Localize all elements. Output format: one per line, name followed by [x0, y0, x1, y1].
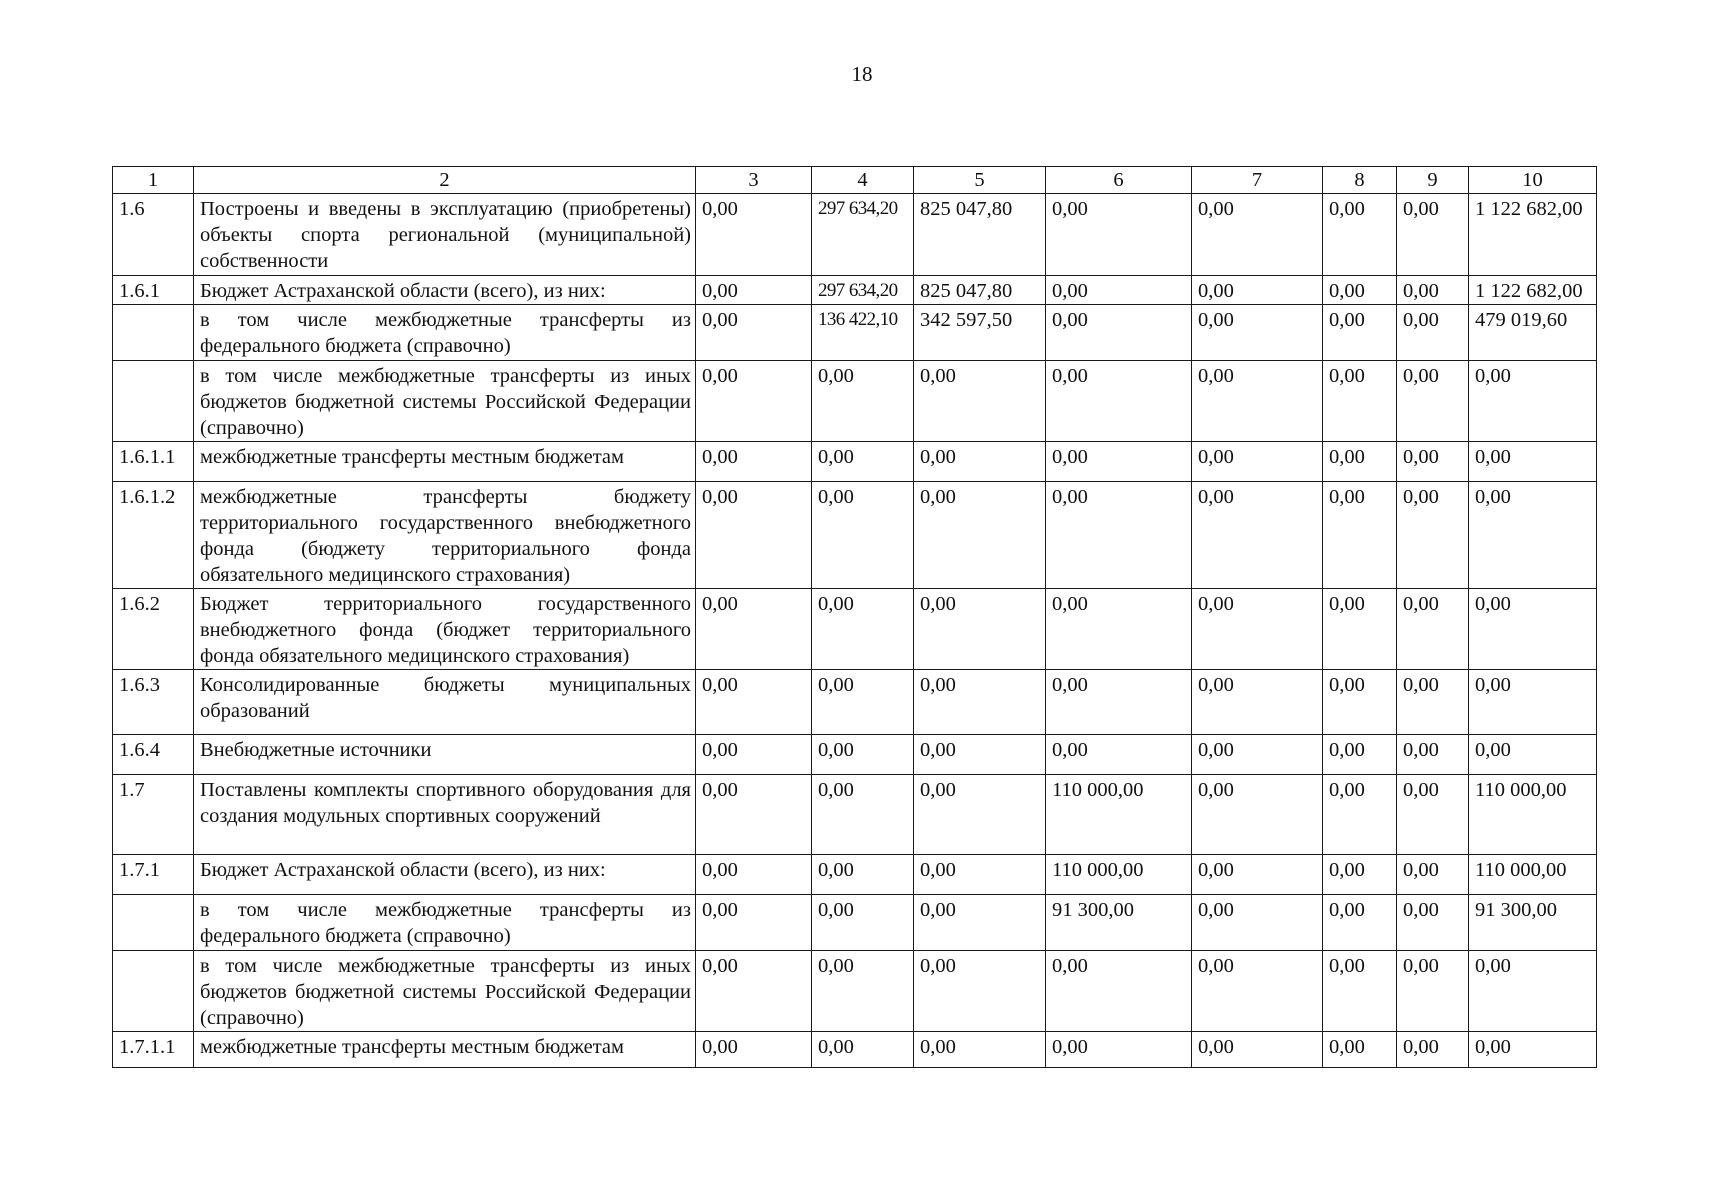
value-cell-col-5: 0,00 [914, 855, 1046, 895]
value-cell-col-4: 0,00 [812, 855, 914, 895]
value-cell-col-7: 0,00 [1192, 442, 1323, 482]
value-cell-col-8: 0,00 [1323, 1032, 1397, 1068]
value-cell-col-6: 0,00 [1046, 735, 1192, 775]
value-cell-col-9: 0,00 [1397, 305, 1469, 361]
value-cell-col-10: 0,00 [1469, 735, 1597, 775]
value-cell-col-7: 0,00 [1192, 735, 1323, 775]
value-cell-col-10: 1 122 682,00 [1469, 194, 1597, 276]
value-cell-col-5: 825 047,80 [914, 276, 1046, 305]
value-cell-col-3: 0,00 [696, 855, 812, 895]
table-header-row [113, 167, 1597, 194]
value-cell-col-7: 0,00 [1192, 361, 1323, 442]
value-cell-col-9: 0,00 [1397, 361, 1469, 442]
value-cell-col-9: 0,00 [1397, 1032, 1469, 1068]
value-cell-col-6: 0,00 [1046, 951, 1192, 1032]
value-cell-col-6: 0,00 [1046, 276, 1192, 305]
value-cell-col-3: 0,00 [696, 442, 812, 482]
value-cell-col-10: 1 122 682,00 [1469, 276, 1597, 305]
row-code: 1.7 [113, 775, 194, 855]
table-row [113, 442, 1597, 482]
value-cell-col-4: 0,00 [812, 361, 914, 442]
value-cell-col-5: 0,00 [914, 482, 1046, 589]
row-code [113, 361, 194, 442]
row-code: 1.6 [113, 194, 194, 276]
value-cell-col-3: 0,00 [696, 775, 812, 855]
value-cell-col-6: 0,00 [1046, 305, 1192, 361]
value-cell-col-7: 0,00 [1192, 775, 1323, 855]
table-row [113, 951, 1597, 1032]
value-cell-col-4: 136 422,10 [812, 305, 914, 361]
row-code: 1.7.1.1 [113, 1032, 194, 1068]
value-cell-col-5: 0,00 [914, 589, 1046, 670]
value-cell-col-9: 0,00 [1397, 482, 1469, 589]
value-cell-col-4: 297 634,20 [812, 276, 914, 305]
row-description: Консолидированные бюджеты муниципальных образований [194, 670, 696, 735]
value-cell-col-10: 110 000,00 [1469, 855, 1597, 895]
column-header: 4 [812, 167, 914, 194]
table-row [113, 194, 1597, 276]
value-cell-col-10: 479 019,60 [1469, 305, 1597, 361]
value-cell-col-3: 0,00 [696, 361, 812, 442]
value-cell-col-8: 0,00 [1323, 895, 1397, 951]
row-description: в том числе межбюджетные трансферты из федерального бюджета (справочно) [194, 305, 696, 361]
value-cell-col-7: 0,00 [1192, 305, 1323, 361]
value-cell-col-3: 0,00 [696, 305, 812, 361]
row-description: в том числе межбюджетные трансферты из иных бюджетов бюджетной системы Российской Федерации (справочно) [194, 951, 696, 1032]
value-cell-col-7: 0,00 [1192, 855, 1323, 895]
value-cell-col-5: 0,00 [914, 670, 1046, 735]
value-cell-col-3: 0,00 [696, 735, 812, 775]
value-cell-col-10: 0,00 [1469, 589, 1597, 670]
value-cell-col-5: 342 597,50 [914, 305, 1046, 361]
value-cell-col-5: 0,00 [914, 735, 1046, 775]
table-row [113, 1032, 1597, 1068]
column-header: 3 [696, 167, 812, 194]
value-cell-col-3: 0,00 [696, 1032, 812, 1068]
table-row [113, 895, 1597, 951]
value-cell-col-3: 0,00 [696, 194, 812, 276]
value-cell-col-10: 0,00 [1469, 951, 1597, 1032]
table-row [113, 589, 1597, 670]
row-code: 1.6.2 [113, 589, 194, 670]
value-cell-col-7: 0,00 [1192, 670, 1323, 735]
value-cell-col-8: 0,00 [1323, 361, 1397, 442]
table-row [113, 670, 1597, 735]
row-description: Бюджет территориального государственного внебюджетного фонда (бюджет территориального фонда обязательного медицинского страхования) [194, 589, 696, 670]
value-cell-col-8: 0,00 [1323, 855, 1397, 895]
value-cell-col-7: 0,00 [1192, 194, 1323, 276]
value-cell-col-4: 0,00 [812, 1032, 914, 1068]
value-cell-col-4: 0,00 [812, 775, 914, 855]
value-cell-col-10: 0,00 [1469, 361, 1597, 442]
budget-table [112, 166, 1597, 1068]
value-cell-col-7: 0,00 [1192, 951, 1323, 1032]
value-cell-col-10: 110 000,00 [1469, 775, 1597, 855]
value-cell-col-6: 0,00 [1046, 442, 1192, 482]
table-row [113, 305, 1597, 361]
column-header: 7 [1192, 167, 1323, 194]
value-cell-col-9: 0,00 [1397, 895, 1469, 951]
row-code [113, 305, 194, 361]
value-cell-col-6: 0,00 [1046, 194, 1192, 276]
column-header: 1 [113, 167, 194, 194]
table-row [113, 855, 1597, 895]
column-header: 6 [1046, 167, 1192, 194]
row-code: 1.6.3 [113, 670, 194, 735]
value-cell-col-4: 297 634,20 [812, 194, 914, 276]
value-cell-col-7: 0,00 [1192, 276, 1323, 305]
value-cell-col-9: 0,00 [1397, 194, 1469, 276]
value-cell-col-5: 0,00 [914, 361, 1046, 442]
value-cell-col-3: 0,00 [696, 670, 812, 735]
row-description: межбюджетные трансферты бюджету территориального государственного внебюджетного фонда (бюджету территориального фонда обязательного медицинского страхования) [194, 482, 696, 589]
row-code: 1.6.1.2 [113, 482, 194, 589]
value-cell-col-10: 0,00 [1469, 442, 1597, 482]
value-cell-col-10: 0,00 [1469, 482, 1597, 589]
value-cell-col-4: 0,00 [812, 670, 914, 735]
row-code: 1.6.1 [113, 276, 194, 305]
value-cell-col-3: 0,00 [696, 895, 812, 951]
value-cell-col-5: 825 047,80 [914, 194, 1046, 276]
value-cell-col-3: 0,00 [696, 482, 812, 589]
value-cell-col-9: 0,00 [1397, 276, 1469, 305]
table-body [113, 194, 1597, 1068]
table-row [113, 276, 1597, 305]
value-cell-col-8: 0,00 [1323, 194, 1397, 276]
row-code: 1.6.4 [113, 735, 194, 775]
table-row [113, 361, 1597, 442]
value-cell-col-8: 0,00 [1323, 670, 1397, 735]
column-header: 10 [1469, 167, 1597, 194]
row-description: в том числе межбюджетные трансферты из иных бюджетов бюджетной системы Российской Федерации (справочно) [194, 361, 696, 442]
value-cell-col-4: 0,00 [812, 735, 914, 775]
value-cell-col-8: 0,00 [1323, 589, 1397, 670]
value-cell-col-9: 0,00 [1397, 589, 1469, 670]
value-cell-col-7: 0,00 [1192, 482, 1323, 589]
row-code: 1.7.1 [113, 855, 194, 895]
row-description: Поставлены комплекты спортивного оборудования для создания модульных спортивных сооружений [194, 775, 696, 855]
value-cell-col-5: 0,00 [914, 895, 1046, 951]
table-row [113, 482, 1597, 589]
value-cell-col-6: 0,00 [1046, 670, 1192, 735]
row-description: в том числе межбюджетные трансферты из федерального бюджета (справочно) [194, 895, 696, 951]
value-cell-col-7: 0,00 [1192, 589, 1323, 670]
value-cell-col-10: 91 300,00 [1469, 895, 1597, 951]
value-cell-col-10: 0,00 [1469, 1032, 1597, 1068]
value-cell-col-3: 0,00 [696, 589, 812, 670]
row-code [113, 951, 194, 1032]
value-cell-col-9: 0,00 [1397, 855, 1469, 895]
value-cell-col-8: 0,00 [1323, 305, 1397, 361]
value-cell-col-4: 0,00 [812, 482, 914, 589]
value-cell-col-9: 0,00 [1397, 670, 1469, 735]
table-row [113, 735, 1597, 775]
value-cell-col-6: 110 000,00 [1046, 855, 1192, 895]
value-cell-col-3: 0,00 [696, 276, 812, 305]
value-cell-col-4: 0,00 [812, 442, 914, 482]
row-description: межбюджетные трансферты местным бюджетам [194, 442, 696, 482]
value-cell-col-8: 0,00 [1323, 482, 1397, 589]
value-cell-col-4: 0,00 [812, 895, 914, 951]
column-header: 2 [194, 167, 696, 194]
value-cell-col-6: 0,00 [1046, 589, 1192, 670]
value-cell-col-8: 0,00 [1323, 735, 1397, 775]
value-cell-col-4: 0,00 [812, 951, 914, 1032]
column-header: 9 [1397, 167, 1469, 194]
value-cell-col-7: 0,00 [1192, 1032, 1323, 1068]
value-cell-col-5: 0,00 [914, 442, 1046, 482]
value-cell-col-6: 0,00 [1046, 482, 1192, 589]
value-cell-col-9: 0,00 [1397, 442, 1469, 482]
value-cell-col-6: 110 000,00 [1046, 775, 1192, 855]
row-description: Бюджет Астраханской области (всего), из них: [194, 276, 696, 305]
value-cell-col-10: 0,00 [1469, 670, 1597, 735]
row-description: Внебюджетные источники [194, 735, 696, 775]
value-cell-col-6: 0,00 [1046, 1032, 1192, 1068]
row-code: 1.6.1.1 [113, 442, 194, 482]
row-code [113, 895, 194, 951]
value-cell-col-9: 0,00 [1397, 951, 1469, 1032]
value-cell-col-6: 91 300,00 [1046, 895, 1192, 951]
value-cell-col-5: 0,00 [914, 1032, 1046, 1068]
value-cell-col-3: 0,00 [696, 951, 812, 1032]
value-cell-col-5: 0,00 [914, 775, 1046, 855]
page-number: 18 [851, 62, 873, 86]
value-cell-col-9: 0,00 [1397, 735, 1469, 775]
column-header: 8 [1323, 167, 1397, 194]
value-cell-col-8: 0,00 [1323, 951, 1397, 1032]
value-cell-col-4: 0,00 [812, 589, 914, 670]
value-cell-col-5: 0,00 [914, 951, 1046, 1032]
row-description: межбюджетные трансферты местным бюджетам [194, 1032, 696, 1068]
value-cell-col-6: 0,00 [1046, 361, 1192, 442]
column-header: 5 [914, 167, 1046, 194]
value-cell-col-8: 0,00 [1323, 276, 1397, 305]
value-cell-col-8: 0,00 [1323, 442, 1397, 482]
row-description: Построены и введены в эксплуатацию (приобретены) объекты спорта региональной (муниципальной) собственности [194, 194, 696, 276]
table-row [113, 775, 1597, 855]
value-cell-col-8: 0,00 [1323, 775, 1397, 855]
row-description: Бюджет Астраханской области (всего), из них: [194, 855, 696, 895]
value-cell-col-9: 0,00 [1397, 775, 1469, 855]
value-cell-col-7: 0,00 [1192, 895, 1323, 951]
